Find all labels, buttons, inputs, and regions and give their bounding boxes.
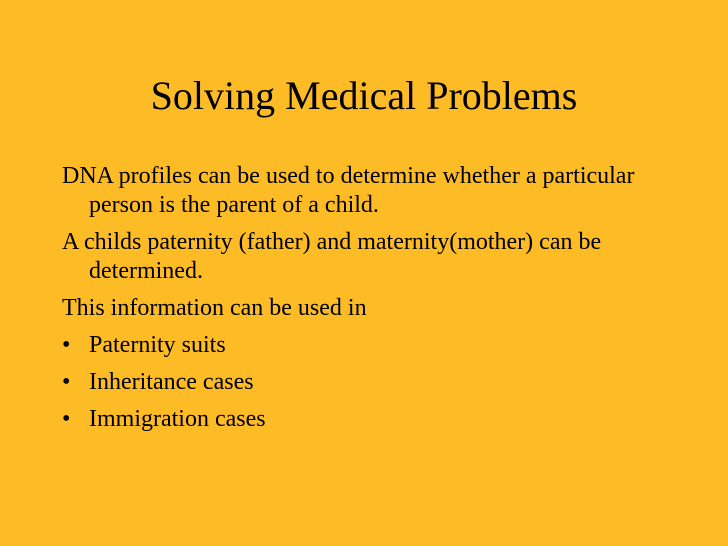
slide-title: Solving Medical Problems	[150, 73, 578, 118]
paragraph-paternity-maternity: A childs paternity (father) and maternity(mother) can be determined.	[62, 229, 602, 284]
bullet-item-paternity-suits	[62, 331, 682, 360]
bullet-text: Paternity suits	[89, 332, 226, 358]
bullet-item-immigration-cases	[62, 405, 682, 434]
paragraph-information-use: This information can be used in	[62, 295, 367, 321]
paragraph-dna-profiles: DNA profiles can be used to determine whether a particular person is the parent of a child.	[62, 163, 635, 218]
bullet-icon: •	[62, 369, 71, 395]
bullet-text: Immigration cases	[89, 406, 266, 432]
bullet-text: Inheritance cases	[89, 369, 254, 395]
bullet-item-inheritance-cases	[62, 368, 682, 397]
bullet-icon: •	[62, 406, 71, 432]
slide-body	[62, 162, 682, 442]
bullet-icon: •	[62, 332, 71, 358]
